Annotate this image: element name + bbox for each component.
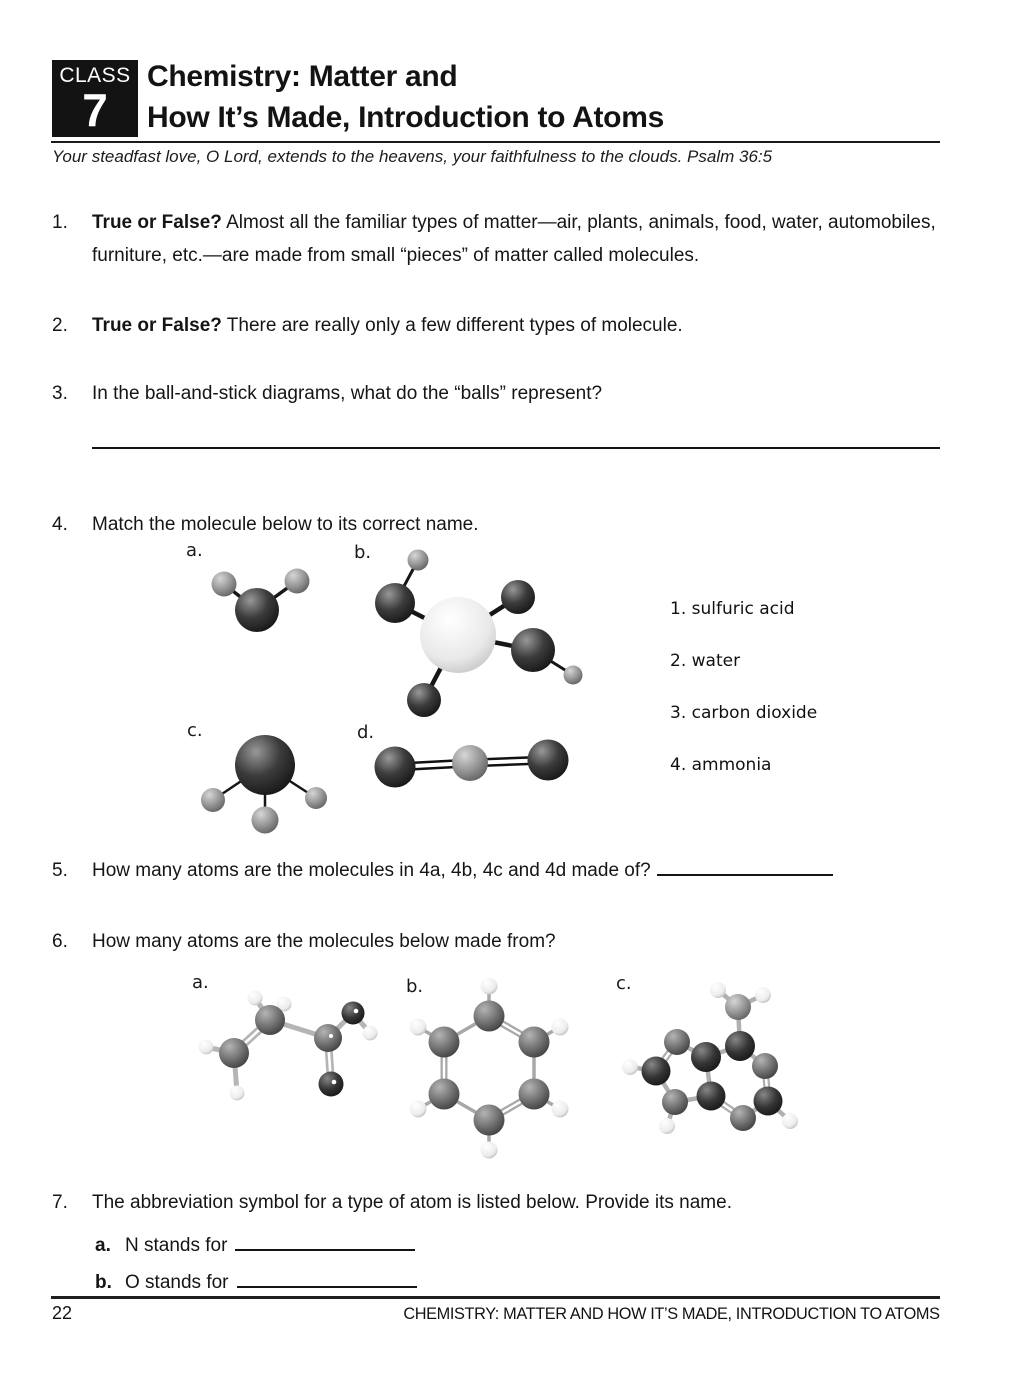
- true-or-false-label: True or False?: [92, 212, 222, 233]
- question-4: [52, 508, 940, 541]
- title-line-2: How It’s Made, Introduction to Atoms: [147, 101, 664, 134]
- sub-question-7b-label: b.: [95, 1271, 112, 1293]
- double-bonds: [444, 1016, 534, 1120]
- footer-divider: [51, 1296, 940, 1299]
- class-label: CLASS: [59, 64, 131, 87]
- question-7: [52, 1186, 940, 1219]
- sub-question-7b-text: O stands for: [125, 1271, 229, 1293]
- answer-blank-7b: [237, 1266, 417, 1288]
- question-4-text: Match the molecule below to its correct name.: [92, 514, 479, 535]
- question-2: [52, 309, 940, 342]
- atoms: [375, 550, 583, 718]
- question-2-number: 2.: [52, 315, 68, 336]
- question-4-number: 4.: [52, 514, 68, 535]
- answer-blank-q5: [657, 854, 833, 876]
- sub-question-7a-text: N stands for: [125, 1234, 228, 1256]
- class-number: 7: [82, 84, 108, 136]
- question-1-text: [92, 206, 940, 272]
- molecule-4b-sulfuric-acid-diagram: [358, 543, 598, 743]
- molecule-label-6a: a.: [192, 972, 209, 993]
- match-option-4: 4. ammonia: [670, 755, 772, 775]
- header-divider: [51, 141, 940, 143]
- molecule-label-4d: d.: [357, 722, 375, 743]
- sub-question-7a-label: a.: [95, 1234, 111, 1256]
- question-3-number: 3.: [52, 383, 68, 404]
- question-1-body: Almost all the familiar types of matter—air, plants, animals, food, water, automobiles, furniture, etc.—are made from small “pieces” of matter called molecules.: [92, 212, 936, 266]
- sub-question-7a: [95, 1229, 415, 1257]
- question-6-number: 6.: [52, 931, 68, 952]
- match-option-2: 2. water: [670, 651, 741, 671]
- question-5: [52, 854, 940, 887]
- molecule-4c-ammonia-diagram: [188, 723, 343, 853]
- question-7-number: 7.: [52, 1192, 68, 1213]
- question-5-number: 5.: [52, 860, 68, 881]
- match-option-1: 1. sulfuric acid: [670, 599, 795, 619]
- question-5-body: How many atoms are the molecules in 4a, 4b, 4c and 4d made of?: [92, 860, 651, 881]
- molecule-label-4b: b.: [354, 542, 372, 563]
- molecule-6c-fused-ring-diagram: [616, 973, 821, 1153]
- question-1-number: 1.: [52, 212, 68, 233]
- answer-line-q3: [92, 447, 940, 449]
- molecule-4a-water-diagram: [193, 550, 328, 710]
- question-7-text: The abbreviation symbol for a type of atom is listed below. Provide its name.: [92, 1192, 732, 1213]
- atoms: [622, 982, 798, 1134]
- atoms: [410, 978, 569, 1159]
- molecule-label-4c: c.: [187, 720, 203, 741]
- atoms: [375, 740, 569, 788]
- question-2-text: [92, 309, 940, 342]
- question-2-body: There are really only a few different types of molecule.: [221, 315, 683, 336]
- question-3-text: In the ball-and-stick diagrams, what do the “balls” represent?: [92, 383, 603, 404]
- molecule-6a-diagram: [193, 983, 398, 1143]
- molecule-4d-carbon-dioxide-diagram: [363, 728, 583, 803]
- question-5-text: [92, 854, 940, 887]
- sub-question-7b: [95, 1266, 417, 1294]
- question-3: [52, 377, 940, 410]
- match-options-list: [670, 600, 817, 808]
- question-6: [52, 925, 940, 958]
- atoms: [212, 569, 310, 633]
- question-1: [52, 206, 940, 272]
- atoms: [201, 735, 327, 834]
- class-badge: [52, 60, 138, 137]
- question-6-text: How many atoms are the molecules below made from?: [92, 931, 556, 952]
- page-number: 22: [52, 1303, 73, 1323]
- match-option-3: 3. carbon dioxide: [670, 703, 818, 723]
- molecule-label-6c: c.: [616, 973, 632, 994]
- scripture-verse: Your steadfast love, O Lord, extends to the heavens, your faithfulness to the clouds. Psalm 36:5: [52, 147, 773, 166]
- title-line-1: Chemistry: Matter and: [147, 60, 458, 93]
- true-or-false-label: True or False?: [92, 315, 222, 336]
- answer-blank-7a: [235, 1229, 415, 1251]
- footer-title: CHEMISTRY: MATTER AND HOW IT’S MADE, INTRODUCTION TO ATOMS: [403, 1304, 940, 1323]
- molecule-label-6b: b.: [406, 976, 424, 997]
- molecule-label-4a: a.: [186, 540, 203, 561]
- page-title: [147, 56, 664, 138]
- atoms: [199, 991, 378, 1101]
- molecule-6b-benzene-ring-diagram: [406, 978, 586, 1178]
